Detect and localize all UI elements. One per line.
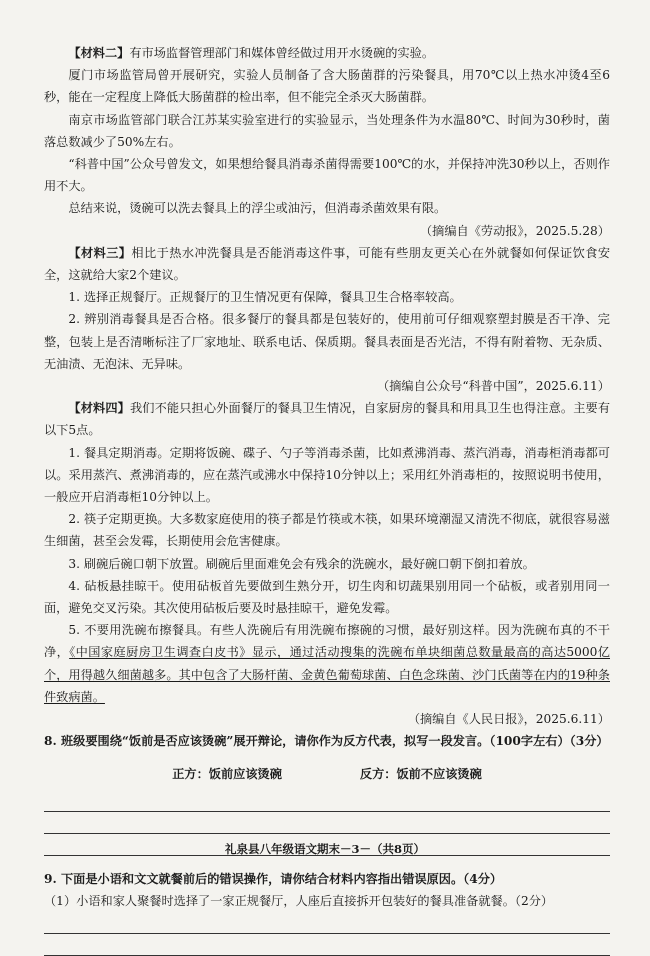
con-side-label: 反方：饭前不应该烫碗 [359,766,482,781]
material-2-para-nanjing: 南京市场监管部门联合江苏某实验室进行的实验显示，当处理条件为水温80℃、时间为30秒时，菌落总数减少了50%左右。 [44,112,610,149]
answer-line[interactable] [44,912,610,934]
material-3-intro: 【材料三】相比于热水冲洗餐具是否能消毒这件事，可能有些朋友更关心在外就餐如何保证饮食安全，这就给大家2个建议。 [44,245,611,283]
page-content [44,42,610,956]
material-4-source: （摘编自《人民日报》，2025.6.11） [407,712,610,727]
material-2-heading: 【材料二】 [68,46,130,60]
material-3-tip-2: 2. 辨别消毒餐具是否合格。很多餐厅的餐具都是包装好的，使用前可仔细观察塑封膜是否干净、完整，包装上是否清晰标注了厂家地址、联系电话、保质期。餐具表面是否光洁，不得有附着物、无杂质、无油渍、无泡沫、无异味。 [44,312,610,371]
answer-line[interactable] [44,934,610,956]
material-2-source: （摘编自《劳动报》，2025.5.28） [420,223,610,238]
material-2-para-xiamen: 厦门市场监管局曾开展研究，实验人员制备了含大肠菌群的污染餐具，用70℃以上热水冲烫4至6秒，能在一定程度上降低大肠菌群的检出率，但不能完全杀灭大肠菌群。 [44,68,610,105]
material-4-point-4: 4. 砧板悬挂晾干。使用砧板首先要做到生熟分开，切生肉和切蔬果别用同一个砧板，或者别用同一面，避免交叉污染。其次使用砧板后要及时悬挂晾干，避免发霉。 [44,578,610,616]
answer-line[interactable] [44,790,610,812]
material-4-point-2: 2. 筷子定期更换。大多数家庭使用的筷子都是竹筷或木筷，如果环境潮湿又清洗不彻底，就很容易滋生细菌，甚至会发霉，长期使用会危害健康。 [44,512,610,549]
material-2-para-kepu: “科普中国”公众号曾发文，如果想给餐具消毒杀菌得需要100℃的水，并保持冲洗30秒以上，否则作用不大。 [44,157,610,194]
material-4-intro: 【材料四】我们不能只担心外面餐厅的餐具卫生情况，自家厨房的餐具和用具卫生也得注意。主要有以下5点。 [44,401,611,438]
material-4-point-1: 1. 餐具定期消毒。定期将饭碗、碟子、勺子等消毒杀菌，比如煮沸消毒、蒸汽消毒，消毒柜消毒都可以。采用蒸汽、煮沸消毒的，应在蒸汽或沸水中保持10分钟以上；采用红外消毒柜的，按照说明书使用，一般应开启消毒柜10分钟以上。 [44,445,610,505]
question-8: 8. 班级要围绕“饭前是否应该烫碗”展开辩论，请你作为反方代表，拟写一段发言。（100字左右）（3分） [44,734,609,749]
material-2-summary: 总结来说，烫碗可以洗去餐具上的浮尘或油污，但消毒杀菌效果有限。 [68,201,447,216]
material-3-tip-1: 1. 选择正规餐厅。正规餐厅的卫生情况更有保障，餐具卫生合格率较高。 [68,290,462,305]
debate-sides [44,765,610,782]
question-9-part-1: （1）小语和家人聚餐时选择了一家正规餐厅，人座后直接拆开包装好的餐具准备就餐。（2分） [44,893,554,908]
material-4-point-3: 3. 刷碗后碗口朝下放置。刷碗后里面难免会有残余的洗碗水，最好碗口朝下倒扣着放。 [68,556,535,571]
material-3-heading: 【材料三】 [68,245,132,260]
material-2-intro: 【材料二】有市场监督管理部门和媒体曾经做过用开水烫碗的实验。 [68,46,435,60]
answer-line[interactable] [44,812,610,834]
material-4-heading: 【材料四】 [68,401,130,416]
underlined-passage: 《中国家庭厨房卫生调查白皮书》显示，通过活动搜集的洗碗布单块细菌总数量最高的高达5000亿个，用得越久细菌越多。其中包含了大肠杆菌、金黄色葡萄球菌、白色念珠菌、沙门氏菌等在内的19种条件致病菌。 [44,645,610,704]
pro-side-label: 正方：饭前应该烫碗 [172,766,282,781]
question-9: 9. 下面是小语和文文就餐前后的错误操作，请你结合材料内容指出错误原因。（4分） [44,871,503,886]
page-footer: 礼泉县八年级语文期末－3－（共8页） [224,842,425,856]
material-4-point-5: 5. 不要用洗碗布擦餐具。有些人洗碗后有用洗碗布擦碗的习惯，最好别这样。因为洗碗布真的不干净，《中国家庭厨房卫生调查白皮书》显示，通过活动搜集的洗碗布单块细菌总数量最高的高达5000亿个，用得越久细菌越多。其中包含了大肠杆菌、金黄色葡萄球菌、白色念珠菌、沙门氏菌等在内的19种条件致病菌。 [44,623,610,704]
material-3-source: （摘编自公众号“科普中国”，2025.6.11） [377,379,610,394]
